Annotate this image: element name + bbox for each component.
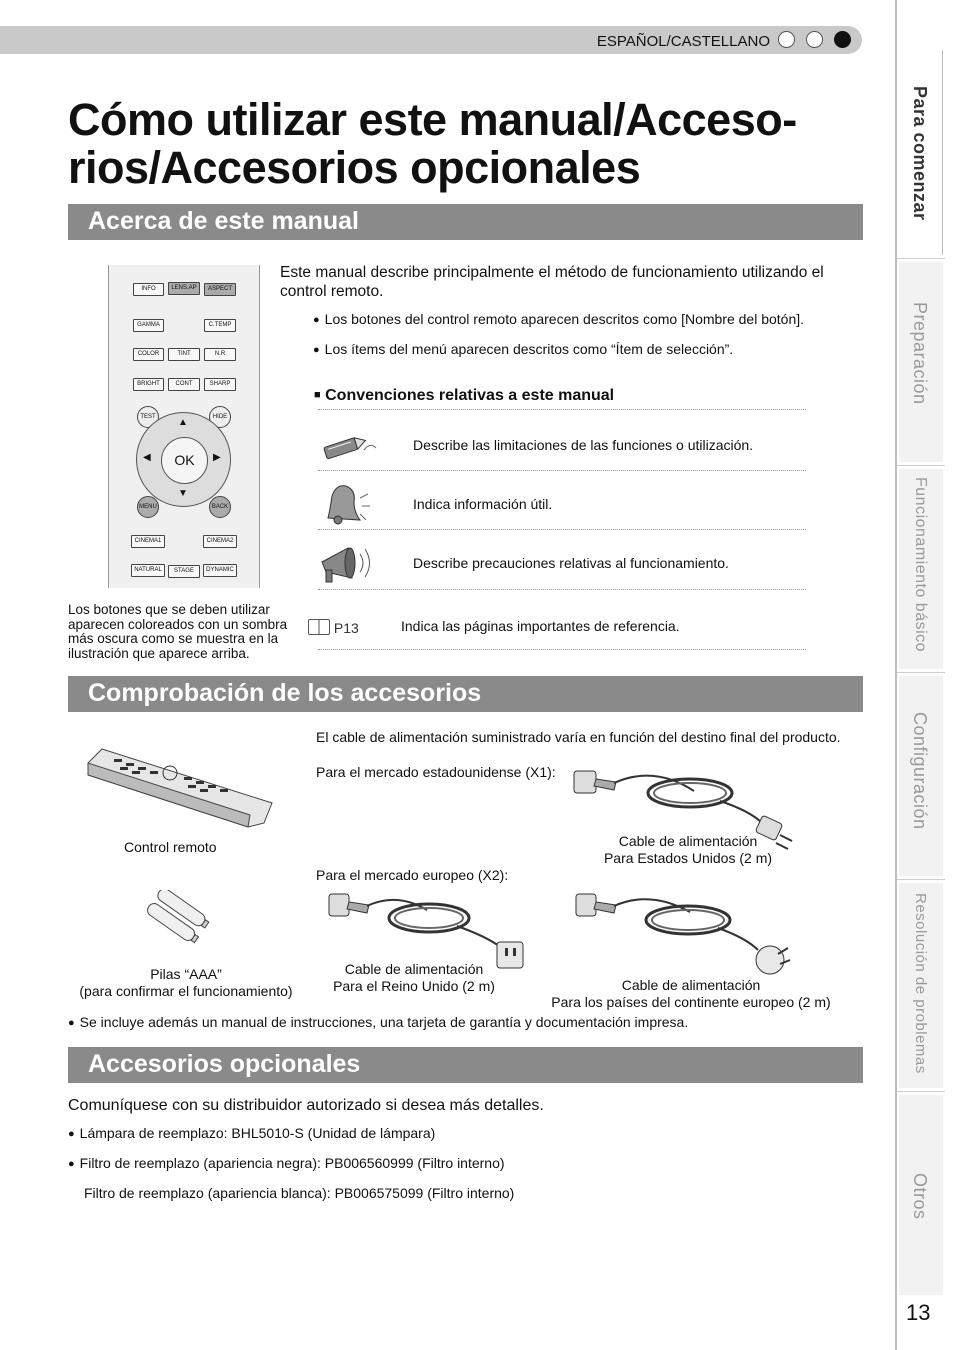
tab-label: Configuración	[910, 712, 930, 830]
eu-power-cable-image	[572, 888, 797, 980]
remote-button: CINEMA1	[131, 535, 165, 548]
arrow-up-icon: ▲	[178, 417, 188, 428]
conventions-heading	[314, 387, 614, 405]
page-reference-number: P13	[333, 620, 359, 636]
convention-text: Indica información útil.	[413, 496, 553, 512]
ok-button: OK	[161, 437, 208, 484]
list-item: ● Los ítems del menú aparecen descritos como “Ítem de selección”.	[313, 341, 858, 360]
intro-text: Este manual describe principalmente el método de funcionamiento utilizando el control remoto.	[280, 264, 824, 300]
accessory-label-line: Pilas “AAA”	[150, 966, 222, 982]
convention-text: Indica las páginas importantes de referencia.	[401, 618, 680, 634]
bell-icon	[318, 480, 373, 528]
page-number: 13	[906, 1300, 931, 1325]
remote-button: BACK	[209, 496, 231, 518]
remote-dpad	[136, 412, 231, 507]
accessory-label	[68, 966, 304, 1000]
tab-preparacion[interactable]	[899, 262, 943, 462]
tab-para-comenzar[interactable]	[899, 50, 943, 255]
remote-button: GAMMA	[133, 319, 164, 332]
convention-text: Describe precauciones relativas al funcionamiento.	[413, 555, 729, 571]
tab-label: Otros	[910, 1173, 930, 1220]
book-icon	[308, 619, 330, 635]
list-item: ● Lámpara de reemplazo: BHL5010-S (Unidad de lámpara)	[68, 1125, 858, 1144]
tab-label: Funcionamiento básico	[912, 477, 929, 653]
remote-button: NATURAL	[131, 564, 165, 577]
accessory-label-line: Cable de alimentación	[344, 961, 484, 977]
remote-button: STAGE	[168, 565, 200, 578]
tab-separator	[897, 465, 945, 466]
page-title	[68, 96, 858, 192]
remote-button: HIDE	[209, 406, 231, 428]
cable-note: El cable de alimentación suministrado varía en función del destino final del producto.	[316, 729, 841, 745]
convention-text: Describe las limitaciones de las funciones o utilización.	[413, 437, 754, 453]
remote-button: C.TEMP	[204, 319, 236, 332]
remote-button: N.R	[204, 348, 236, 361]
remote-control-illustration	[108, 265, 260, 588]
indicator-dot	[806, 31, 823, 48]
accessory-label-line: Para el Reino Unido (2 m)	[333, 978, 495, 994]
tab-separator	[897, 1091, 945, 1092]
language-label: ESPAÑOL/CASTELLANO	[596, 33, 770, 50]
conventions-heading-text: Convenciones relativas a este manual	[325, 387, 615, 404]
section-heading-bar	[68, 1047, 863, 1083]
accessory-label-line: Para Estados Unidos (2 m)	[603, 850, 773, 866]
tab-label: Para comenzar	[910, 86, 930, 221]
remote-button: LENS.AP	[168, 282, 200, 295]
section-heading: Comprobación de los accesorios	[88, 679, 482, 707]
remote-caption: Los botones que se deben utilizar aparecen coloreados con un sombra más oscura como se muestra en la ilustración que aparece arriba.	[68, 602, 288, 661]
accessory-label-line: (para confirmar el funcionamiento)	[79, 983, 293, 999]
arrow-left-icon: ◀	[143, 452, 151, 463]
section-heading: Acerca de este manual	[88, 207, 359, 235]
remote-button: TINT	[168, 348, 200, 361]
divider	[318, 409, 806, 410]
tab-label: Resolución de problemas	[912, 893, 929, 1074]
tab-label: Preparación	[910, 302, 930, 405]
list-item: ● Filtro de reemplazo (apariencia negra): PB006560999 (Filtro interno)	[68, 1155, 858, 1174]
remote-control-image	[84, 745, 274, 830]
section-heading-bar	[68, 204, 863, 240]
batteries-image	[140, 890, 215, 945]
indicator-dot-active	[834, 31, 851, 48]
pencil-icon	[318, 430, 378, 460]
accessory-label-line: Cable de alimentación	[621, 977, 761, 993]
page-title-line: Cómo utilizar este manual/Acceso-	[68, 94, 797, 145]
tab-resolucion-de-problemas[interactable]	[899, 883, 943, 1088]
square-bullet-icon: ■	[314, 389, 321, 401]
page-title-line: rios/Accesorios opcionales	[68, 142, 641, 193]
remote-button: ASPECT	[204, 283, 236, 296]
list-item: Filtro de reemplazo (apariencia blanca): PB006575099 (Filtro interno)	[84, 1185, 515, 1201]
divider	[318, 470, 806, 471]
remote-button: DYNAMIC	[203, 564, 237, 577]
accessory-label-line: Para los países del continente europeo (2 m)	[551, 994, 831, 1010]
section-heading-bar	[68, 676, 863, 712]
arrow-down-icon: ▼	[178, 488, 188, 499]
accessory-label	[600, 833, 776, 867]
list-item: ● Los botones del control remoto aparecen descritos como [Nombre del botón].	[313, 311, 858, 330]
optional-intro: Comuníquese con su distribuidor autorizado si desea más detalles.	[68, 1097, 544, 1114]
accessory-label	[331, 961, 497, 995]
divider	[318, 589, 806, 590]
remote-button: MENU	[137, 496, 159, 518]
remote-button: SHARP	[204, 378, 236, 391]
remote-button: BRIGHT	[133, 378, 164, 391]
accessory-label: Control remoto	[124, 839, 217, 855]
list-item: ● Se incluye además un manual de instrucciones, una tarjeta de garantía y documentación impresa.	[68, 1014, 858, 1033]
sidebar-divider	[895, 0, 897, 1350]
remote-button: TEST	[137, 406, 159, 428]
section-heading: Accesorios opcionales	[88, 1050, 361, 1078]
page-reference	[308, 617, 359, 636]
market-label: Para el mercado europeo (X2):	[316, 867, 509, 883]
remote-button: CINEMA2	[203, 535, 237, 548]
remote-button: CONT	[168, 378, 200, 391]
tab-separator	[897, 672, 945, 673]
arrow-right-icon: ▶	[213, 452, 221, 463]
accessory-label-line: Cable de alimentación	[618, 833, 758, 849]
tab-separator	[897, 258, 945, 259]
accessory-label	[540, 977, 842, 1011]
megaphone-icon	[318, 540, 374, 588]
tab-otros[interactable]	[899, 1095, 943, 1295]
market-label: Para el mercado estadounidense (X1):	[316, 764, 556, 780]
tab-funcionamiento-basico[interactable]	[899, 469, 943, 669]
tab-configuracion[interactable]	[899, 676, 943, 876]
divider	[318, 529, 806, 530]
remote-button: INFO	[133, 283, 164, 296]
indicator-dot	[778, 31, 795, 48]
remote-button: COLOR	[133, 348, 164, 361]
tab-separator	[897, 879, 945, 880]
divider	[318, 649, 806, 650]
